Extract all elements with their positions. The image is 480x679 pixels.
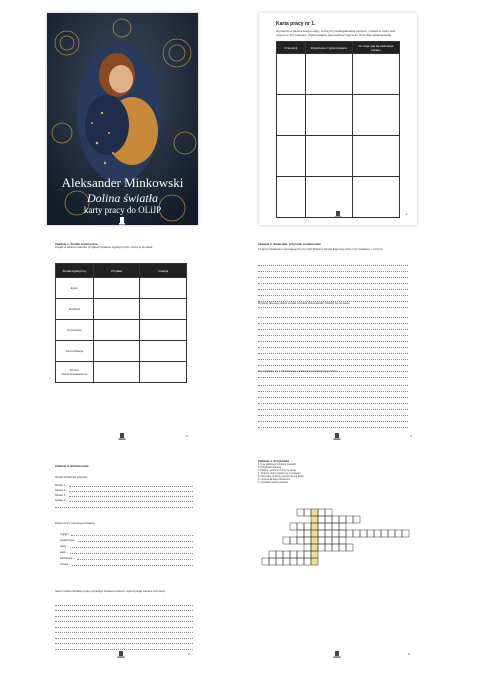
- crossword-clues: [258, 463, 408, 484]
- answer-lines[interactable]: [55, 600, 193, 650]
- page-number: 4: [188, 652, 190, 656]
- table-cell[interactable]: [277, 136, 306, 177]
- page-instruction: Wymieńcie w tabelce kolejne etapy, w których przebiegała akcja powieści, i wskażcie osoby oraz miejsca w nich związane. Wykorzystajcie zgromadzone fragmenty, które Was zainteresowały.: [276, 29, 396, 37]
- page-number: 2: [186, 434, 188, 438]
- table-cell[interactable]: [140, 299, 187, 320]
- table-cell[interactable]: [352, 177, 399, 218]
- list-item[interactable]: bohater 2 –: [55, 487, 193, 492]
- table-cell[interactable]: [93, 320, 140, 341]
- page-instruction: Znajdź w tekście powieści przykłady środków stylistycznych i wpisz je do tabeli.: [55, 245, 154, 249]
- table-cell[interactable]: [140, 320, 187, 341]
- cover-title: Dolina światła: [86, 191, 158, 205]
- cechy-list: [60, 530, 193, 566]
- table-row: [56, 278, 187, 299]
- list-intro-2: Zapisz cechy wybranego bohatera:: [55, 522, 96, 525]
- table-cell[interactable]: [93, 362, 140, 383]
- list-item[interactable]: bohater 1 –: [55, 482, 193, 487]
- list-item[interactable]: bohater 3 –: [55, 492, 193, 497]
- table-row: [56, 320, 187, 341]
- clue: 5. Pora roku, w której rozpoczyna się akcja.: [258, 475, 305, 478]
- table-cell[interactable]: [140, 362, 187, 383]
- table-row: [56, 299, 187, 320]
- clue: 7. Nazwisko autora powieści.: [258, 481, 289, 484]
- table-cell[interactable]: [277, 177, 306, 218]
- cover-author: Aleksander Minkowski: [61, 175, 184, 190]
- clue: 2. Przyjaciel bohatera.: [258, 466, 282, 469]
- list-item[interactable]: zachowanie –: [60, 554, 193, 560]
- worksheet-page-3: [250, 236, 422, 448]
- table-row: [56, 362, 187, 383]
- table-row: [277, 95, 400, 136]
- table-header: Co czuje i jak się zachowuje bohater: [352, 42, 399, 54]
- publisher-logo-icon: [119, 217, 125, 225]
- table-row: [277, 54, 400, 95]
- crossword-grid[interactable]: [250, 505, 422, 595]
- table-cell[interactable]: [352, 136, 399, 177]
- list-item[interactable]: wady –: [60, 548, 193, 554]
- worksheet-table: [276, 41, 400, 218]
- table-header: Przykład: [93, 264, 140, 278]
- table-cell[interactable]: [277, 54, 306, 95]
- worksheet-page-2: [40, 236, 200, 448]
- table-row: [277, 136, 400, 177]
- table-cell[interactable]: [352, 54, 399, 95]
- clue: 1. Imię głównego bohatera powieści.: [258, 463, 297, 466]
- table-cell[interactable]: [305, 95, 352, 136]
- list-item[interactable]: uczucia –: [60, 560, 193, 566]
- answer-lines-2[interactable]: [258, 312, 408, 378]
- list-item[interactable]: zalety –: [60, 542, 193, 548]
- row-label: Metafora: [56, 299, 94, 320]
- page-heading: Zadanie 3. Bohaterowie: [55, 464, 89, 468]
- cover-subtitle: karty pracy do OLiJP: [83, 205, 162, 215]
- list-intro: Wypisz bohaterów powieści:: [55, 476, 88, 479]
- publisher-logo-icon: [333, 210, 343, 220]
- page-heading: Zadanie 1. Środki stylistyczne: [55, 242, 98, 246]
- list-item[interactable]: wygląd –: [60, 530, 193, 536]
- page-number: 5: [408, 652, 410, 656]
- table-header: Wydarzenie z życia bohatera: [305, 42, 352, 54]
- table-header: Czas akcji: [277, 42, 306, 54]
- page-heading: Karta pracy nr 1.: [276, 21, 316, 27]
- table-header: Funkcja: [140, 264, 187, 278]
- clue: 3. Miejsce, w którym toczy się akcja.: [258, 469, 297, 472]
- page-number: 3: [410, 434, 412, 438]
- table-cell[interactable]: [93, 341, 140, 362]
- worksheet-page-4: [40, 460, 205, 672]
- clue: 6. Uczucie łączące bohaterów.: [258, 478, 291, 481]
- table-cell[interactable]: [93, 299, 140, 320]
- row-label: Epitet: [56, 278, 94, 299]
- table-header: Środek stylistyczny: [56, 264, 94, 278]
- answer-lines-1[interactable]: [258, 260, 408, 308]
- cover-page: [47, 13, 198, 225]
- table-cell[interactable]: [93, 278, 140, 299]
- page-heading: Zadanie 4. Krzyżówka: [258, 460, 290, 463]
- table-row: [56, 341, 187, 362]
- table-cell[interactable]: [277, 95, 306, 136]
- bohaterowie-list: [55, 482, 193, 508]
- question-3: Czy zgadzasz się z zakończeniem powieści? Uzasadnij swoje zdanie.: [258, 370, 339, 373]
- list-item[interactable]: sposób bycia –: [60, 536, 193, 542]
- table-cell[interactable]: [305, 136, 352, 177]
- row-label: Porównanie: [56, 320, 94, 341]
- publisher-logo-icon: [332, 432, 342, 442]
- worksheet-page-1: [259, 13, 417, 225]
- page-number: 1: [406, 212, 408, 216]
- table-cell[interactable]: [305, 54, 352, 95]
- list-item[interactable]: bohater 4 –: [55, 497, 193, 502]
- table-cell[interactable]: [140, 278, 187, 299]
- row-label: Personifikacja: [56, 341, 94, 362]
- question-1: Co łączy bohaterów z otaczającą ich przyrodą? Wskaż w tekście fragmenty, które o tym świadczą, i omów je.: [258, 248, 383, 251]
- publisher-logo-icon: [117, 432, 127, 442]
- publisher-logo-icon: [332, 650, 342, 660]
- question-2: Wyjaśnij, dlaczego dolina została nazwana doliną światła. Odwołaj się do tekstu.: [258, 302, 351, 305]
- publisher-logo-icon: [116, 650, 126, 660]
- table-cell[interactable]: [140, 341, 187, 362]
- page-heading: Zadanie 2. Zwierzęta, przyroda, bohaterowie: [258, 242, 321, 246]
- question: Napisz krótką charakterystykę wybranego bohatera powieści, wykorzystując zebrane informacje.: [55, 590, 166, 593]
- clue: 4. Zwierzę, które pojawia się w powieści.: [258, 472, 302, 475]
- stylistic-devices-table: [55, 263, 187, 383]
- row-label: Wyrazy dźwiękonaśladowcze: [56, 362, 94, 383]
- worksheet-page-5: [250, 460, 422, 672]
- table-cell[interactable]: [305, 177, 352, 218]
- answer-lines-3[interactable]: [258, 380, 408, 428]
- table-cell[interactable]: [352, 95, 399, 136]
